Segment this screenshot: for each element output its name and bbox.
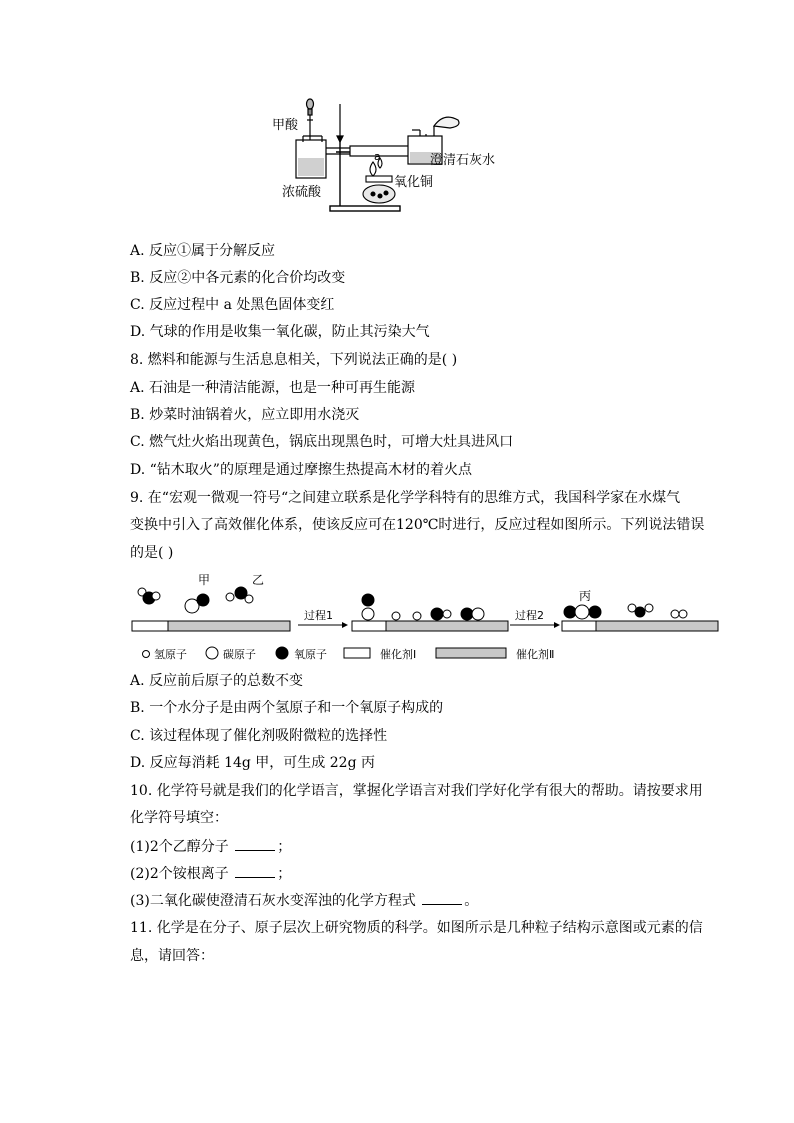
molecule-water-2: [226, 587, 253, 603]
q7-option-b: B. 反应②中各元素的化合价均改变: [130, 270, 346, 286]
molecule-water: [138, 588, 160, 604]
legend-hydrogen: 氢原子: [154, 648, 187, 661]
q9-stem-line3: 的是( ): [130, 545, 174, 561]
sulfuric-acid-label: 浓硫酸: [282, 185, 322, 200]
legend: [143, 647, 555, 661]
answer-blank[interactable]: [235, 836, 275, 851]
answer-blank[interactable]: [235, 863, 275, 878]
q9-option-d: D. 反应每消耗 14g 甲，可生成 22g 丙: [130, 755, 375, 771]
apparatus-figure: [270, 96, 530, 218]
label-yi: 乙: [252, 573, 265, 587]
reaction-process-figure: [130, 570, 730, 665]
catalyst-2-segment: [168, 621, 290, 631]
q8-option-d: D. “钻木取火”的原理是通过摩擦生热提高木材的着火点: [130, 462, 472, 478]
q7-option-c: C. 反应过程中 a 处黑色固体变红: [130, 297, 335, 313]
q9-option-b: B. 一个水分子是由两个氢原子和一个氧原子构成的: [130, 700, 444, 716]
q10-item-3: (3)二氧化碳使澄清石灰水变浑浊的化学方程式 。: [130, 890, 478, 911]
reaction-bottle-icon: [296, 136, 326, 178]
q8-option-a: A. 石油是一种清洁能源，也是一种可再生能源: [130, 380, 416, 396]
formic-acid-label: 甲酸: [272, 118, 299, 133]
legend-carbon: 碳原子: [223, 648, 256, 661]
catalyst-1-segment: [132, 621, 168, 631]
q10-item-2: (2)2个铵根离子 ；: [130, 863, 291, 884]
q11-stem-line2: 息，请回答：: [130, 948, 214, 964]
point-a-label: a: [374, 150, 381, 163]
q9-option-a: A. 反应前后原子的总数不变: [130, 673, 304, 689]
q7-option-d: D. 气球的作用是收集一氧化碳，防止其污染大气: [130, 324, 430, 340]
q8-option-b: B. 炒菜时油锅着火，应立即用水浇灭: [130, 407, 360, 423]
copper-oxide-label: 氧化铜: [394, 175, 434, 190]
q10-item-1: (1)2个乙醇分子 ；: [130, 836, 291, 857]
legend-catalyst-2: 催化剂Ⅱ: [516, 648, 555, 661]
answer-blank[interactable]: [422, 890, 462, 905]
q10-stem-line1: 10. 化学符号就是我们的化学语言，掌握化学语言对我们学好化学有很大的帮助。请按要求用: [130, 783, 703, 799]
process1-label: 过程1: [304, 609, 333, 622]
legend-catalyst-1: 催化剂Ⅰ: [380, 648, 417, 661]
label-jia: 甲: [198, 573, 211, 587]
legend-oxygen: 氧原子: [294, 648, 327, 661]
q10-stem-line2: 化学符号填空：: [130, 810, 228, 826]
q8-option-c: C. 燃气灶火焰出现黄色，锅底出现黑色时，可增大灶具进风口: [130, 434, 514, 450]
alcohol-lamp-icon: [363, 158, 395, 203]
q11-stem-line1: 11. 化学是在分子、原子层次上研究物质的科学。如图所示是几种粒子结构示意图或元素的信: [130, 920, 703, 936]
q8-stem: 8. 燃料和能源与生活息息相关，下列说法正确的是( ): [130, 352, 458, 368]
q9-stem-line1: 9. 在“宏观一微观一符号“之间建立联系是化学学科特有的思维方式，我国科学家在水煤气: [130, 490, 681, 506]
process2-label: 过程2: [515, 609, 544, 622]
q9-stem-line2: 变换中引入了高效催化体系，使该反应可在120℃时进行，反应过程如图所示。下列说法错误: [130, 517, 705, 533]
limewater-label: 澄清石灰水: [430, 153, 496, 168]
q9-option-c: C. 该过程体现了催化剂吸附微粒的选择性: [130, 728, 388, 744]
label-bing: 丙: [579, 589, 592, 603]
q7-option-a: A. 反应①属于分解反应: [130, 243, 276, 259]
molecule-jia: [185, 594, 209, 613]
